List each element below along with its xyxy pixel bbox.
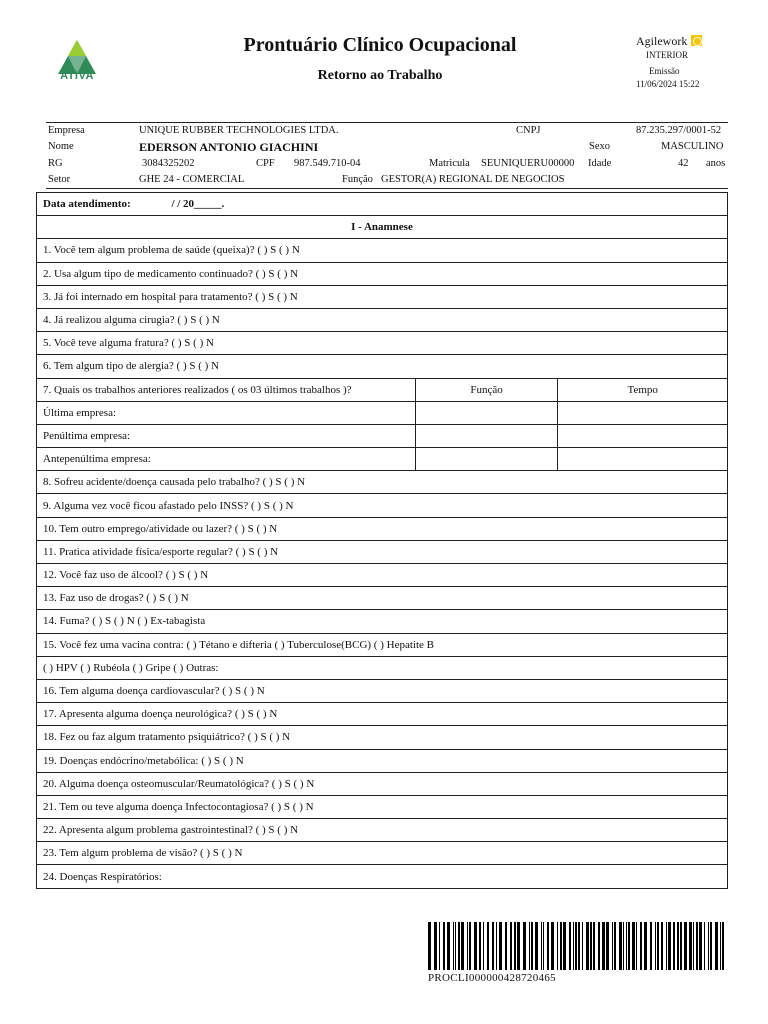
q7-ultima-empresa[interactable]: Última empresa: bbox=[37, 401, 416, 424]
question-8[interactable]: 8. Sofreu acidente/doença causada pelo trabalho? ( ) S ( ) N bbox=[37, 471, 728, 494]
question-21[interactable]: 21. Tem ou teve alguma doença Infectocontagiosa? ( ) S ( ) N bbox=[37, 795, 728, 818]
q7-penultima-empresa[interactable]: Penúltima empresa: bbox=[37, 424, 416, 447]
setor-value: GHE 24 - COMERCIAL bbox=[139, 174, 245, 185]
logo-text: ATIVA bbox=[60, 70, 94, 82]
barcode-bar bbox=[529, 922, 530, 970]
table-row bbox=[37, 679, 728, 702]
q7-antepenultima-funcao-field[interactable] bbox=[415, 448, 558, 471]
emission-label: Emissão bbox=[649, 66, 680, 76]
barcode-bar bbox=[496, 922, 497, 970]
barcode-bar bbox=[668, 922, 671, 970]
barcode-bar bbox=[606, 922, 609, 970]
barcode-bar bbox=[619, 922, 622, 970]
barcode-bar bbox=[573, 922, 574, 970]
barcode-bar bbox=[505, 922, 507, 970]
barcode-bar bbox=[453, 922, 454, 970]
barcode-bar bbox=[715, 922, 718, 970]
barcode-number: PROCLI000000428720465 bbox=[428, 972, 556, 984]
question-6[interactable]: 6. Tem algum tipo de alergia? ( ) S ( ) N bbox=[37, 355, 728, 378]
question-4[interactable]: 4. Já realizou alguma cirugia? ( ) S ( ) N bbox=[37, 308, 728, 331]
table-row bbox=[37, 564, 728, 587]
table-row bbox=[37, 865, 728, 888]
rg-value: 3084325202 bbox=[142, 158, 195, 169]
barcode-bar bbox=[557, 922, 558, 970]
barcode-bar bbox=[492, 922, 494, 970]
question-2[interactable]: 2. Usa algum tipo de medicamento continuado? ( ) S ( ) N bbox=[37, 262, 728, 285]
brand-logo-icon bbox=[691, 35, 702, 46]
barcode-bar bbox=[461, 922, 464, 970]
table-row bbox=[37, 633, 728, 656]
anamnese-form-table bbox=[36, 192, 728, 889]
question-13[interactable]: 13. Faz uso de drogas? ( ) S ( ) N bbox=[37, 587, 728, 610]
anos-label: anos bbox=[706, 158, 726, 169]
barcode-bar bbox=[623, 922, 624, 970]
barcode-bar bbox=[628, 922, 630, 970]
table-row bbox=[37, 308, 728, 331]
nome-label: Nome bbox=[48, 141, 74, 152]
table-row bbox=[37, 262, 728, 285]
barcode-bar bbox=[547, 922, 549, 970]
q7-antepenultima-empresa[interactable]: Antepenúltima empresa: bbox=[37, 448, 416, 471]
question-9[interactable]: 9. Alguma vez você ficou afastado pelo INSS? ( ) S ( ) N bbox=[37, 494, 728, 517]
barcode-bar bbox=[704, 922, 705, 970]
barcode-bar bbox=[612, 922, 613, 970]
barcode-bar bbox=[434, 922, 437, 970]
data-atendimento-value: / / 20_____. bbox=[171, 198, 225, 211]
barcode-bar bbox=[644, 922, 647, 970]
document-title: Prontuário Clínico Ocupacional bbox=[243, 34, 517, 56]
q7-ultima-tempo-field[interactable] bbox=[558, 401, 728, 424]
barcode-bar bbox=[677, 922, 679, 970]
barcode-bar bbox=[467, 922, 468, 970]
barcode-bar bbox=[487, 922, 489, 970]
q7-tempo-header: Tempo bbox=[558, 378, 728, 401]
table-row bbox=[37, 378, 728, 401]
table-row bbox=[37, 610, 728, 633]
cnpj-label: CNPJ bbox=[516, 125, 541, 136]
barcode-bar bbox=[458, 922, 460, 970]
barcode-bar bbox=[514, 922, 516, 970]
table-row bbox=[37, 749, 728, 772]
table-row bbox=[37, 795, 728, 818]
barcode-bar bbox=[499, 922, 502, 970]
barcode-bar bbox=[455, 922, 456, 970]
barcode-bar bbox=[569, 922, 571, 970]
empresa-value: UNIQUE RUBBER TECHNOLOGIES LTDA. bbox=[139, 125, 339, 136]
question-22[interactable]: 22. Apresenta algum problema gastrointestinal? ( ) S ( ) N bbox=[37, 819, 728, 842]
info-top-rule bbox=[46, 122, 728, 123]
question-10[interactable]: 10. Tem outro emprego/atividade ou lazer? ( ) S ( ) N bbox=[37, 517, 728, 540]
question-15[interactable]: 15. Você fez uma vacina contra: ( ) Tétano e difteria ( ) Tuberculose(BCG) ( ) Hepatite B bbox=[37, 633, 728, 656]
barcode-bar bbox=[590, 922, 592, 970]
rg-label: RG bbox=[48, 158, 63, 169]
barcode-bar bbox=[428, 922, 431, 970]
cnpj-value: 87.235.297/0001-52 bbox=[636, 125, 722, 136]
barcode-bar bbox=[710, 922, 712, 970]
sexo-label: Sexo bbox=[589, 141, 610, 152]
barcode-bar bbox=[632, 922, 635, 970]
table-row bbox=[37, 216, 728, 239]
question-1[interactable]: 1. Você tem algum problema de saúde (queixa)? ( ) S ( ) N bbox=[37, 239, 728, 262]
barcode-bar bbox=[680, 922, 682, 970]
section-title: I - Anamnese bbox=[37, 216, 728, 239]
nome-value: EDERSON ANTONIO GIACHINI bbox=[139, 140, 319, 154]
barcode-bar bbox=[474, 922, 477, 970]
table-row bbox=[37, 332, 728, 355]
barcode-bar bbox=[479, 922, 481, 970]
barcode bbox=[428, 922, 728, 970]
matricula-label: Matricula bbox=[429, 158, 470, 169]
question-20[interactable]: 20. Alguma doença osteomuscular/Reumatológica? ( ) S ( ) N bbox=[37, 772, 728, 795]
barcode-bar bbox=[673, 922, 675, 970]
table-row bbox=[37, 239, 728, 262]
table-row bbox=[37, 842, 728, 865]
barcode-bar bbox=[535, 922, 538, 970]
question-11[interactable]: 11. Pratica atividade física/esporte regular? ( ) S ( ) N bbox=[37, 540, 728, 563]
cpf-value: 987.549.710-04 bbox=[294, 158, 361, 169]
funcao-value: GESTOR(A) REGIONAL DE NEGOCIOS bbox=[381, 174, 565, 185]
question-16[interactable]: 16. Tem alguma doença cardiovascular? ( ) S ( ) N bbox=[37, 679, 728, 702]
q7-penultima-funcao-field[interactable] bbox=[415, 424, 558, 447]
barcode-bar bbox=[551, 922, 554, 970]
q7-funcao-header: Função bbox=[415, 378, 558, 401]
cpf-label: CPF bbox=[256, 158, 275, 169]
barcode-bar bbox=[598, 922, 600, 970]
question-15-continued[interactable]: ( ) HPV ( ) Rubéola ( ) Gripe ( ) Outras: bbox=[37, 656, 728, 679]
question-19[interactable]: 19. Doenças endócrino/metabólica: ( ) S ( ) N bbox=[37, 749, 728, 772]
barcode-bar bbox=[578, 922, 580, 970]
barcode-bar bbox=[657, 922, 659, 970]
barcode-bar bbox=[661, 922, 663, 970]
table-row bbox=[37, 448, 728, 471]
barcode-bar bbox=[563, 922, 566, 970]
question-18[interactable]: 18. Fez ou faz algum tratamento psiquiátrico? ( ) S ( ) N bbox=[37, 726, 728, 749]
table-row bbox=[37, 587, 728, 610]
barcode-bar bbox=[614, 922, 616, 970]
table-row bbox=[37, 726, 728, 749]
barcode-bar bbox=[720, 922, 721, 970]
table-row bbox=[37, 517, 728, 540]
table-row bbox=[37, 355, 728, 378]
brand-name bbox=[636, 34, 702, 49]
barcode-bar bbox=[541, 922, 542, 970]
barcode-bar bbox=[582, 922, 583, 970]
barcode-bar bbox=[666, 922, 667, 970]
question-14[interactable]: 14. Fuma? ( ) S ( ) N ( ) Ex-tabagista bbox=[37, 610, 728, 633]
data-atendimento-label: Data atendimento: bbox=[43, 198, 131, 211]
barcode-bar bbox=[523, 922, 526, 970]
question-5[interactable]: 5. Você teve alguma fratura? ( ) S ( ) N bbox=[37, 332, 728, 355]
barcode-bar bbox=[483, 922, 484, 970]
barcode-bar bbox=[699, 922, 702, 970]
barcode-bar bbox=[708, 922, 709, 970]
table-row bbox=[37, 193, 728, 216]
table-row bbox=[37, 819, 728, 842]
table-row bbox=[37, 703, 728, 726]
barcode-bar bbox=[510, 922, 512, 970]
barcode-bar bbox=[636, 922, 637, 970]
barcode-bar bbox=[447, 922, 450, 970]
funcao-label: Função bbox=[342, 174, 373, 185]
table-row bbox=[37, 471, 728, 494]
info-bottom-rule bbox=[46, 188, 728, 189]
sexo-value: MASCULINO bbox=[661, 141, 724, 152]
barcode-bar bbox=[531, 922, 533, 970]
setor-label: Setor bbox=[48, 174, 71, 185]
emission-date: 11/06/2024 15:22 bbox=[636, 79, 700, 89]
q7-penultima-tempo-field[interactable] bbox=[558, 424, 728, 447]
table-row bbox=[37, 656, 728, 679]
question-3[interactable]: 3. Já foi internado em hospital para tratamento? ( ) S ( ) N bbox=[37, 285, 728, 308]
table-row bbox=[37, 494, 728, 517]
barcode-bar bbox=[575, 922, 577, 970]
barcode-bar bbox=[650, 922, 652, 970]
question-12[interactable]: 12. Você faz uso de álcool? ( ) S ( ) N bbox=[37, 564, 728, 587]
barcode-bar bbox=[722, 922, 724, 970]
barcode-bar bbox=[689, 922, 692, 970]
barcode-bar bbox=[684, 922, 687, 970]
empresa-label: Empresa bbox=[48, 125, 85, 136]
barcode-bar bbox=[696, 922, 698, 970]
table-row bbox=[37, 401, 728, 424]
barcode-bar bbox=[517, 922, 520, 970]
q7-antepenultima-tempo-field[interactable] bbox=[558, 448, 728, 471]
barcode-bar bbox=[543, 922, 544, 970]
barcode-bar bbox=[439, 922, 440, 970]
document-subtitle: Retorno ao Trabalho bbox=[317, 68, 443, 83]
barcode-bar bbox=[602, 922, 605, 970]
barcode-bar bbox=[640, 922, 642, 970]
barcode-bar bbox=[655, 922, 656, 970]
table-row bbox=[37, 285, 728, 308]
brand-subtitle: INTERIOR bbox=[646, 50, 688, 60]
idade-value: 42 bbox=[678, 158, 689, 169]
barcode-bar bbox=[626, 922, 627, 970]
q7-ultima-funcao-field[interactable] bbox=[415, 401, 558, 424]
barcode-bar bbox=[593, 922, 595, 970]
brand-label: Agilework bbox=[636, 34, 688, 48]
idade-label: Idade bbox=[588, 158, 612, 169]
matricula-value: SEUNIQUERU00000 bbox=[481, 158, 575, 169]
barcode-bar bbox=[586, 922, 589, 970]
question-17[interactable]: 17. Apresenta alguma doença neurológica? ( ) S ( ) N bbox=[37, 703, 728, 726]
table-row bbox=[37, 424, 728, 447]
question-7: 7. Quais os trabalhos anteriores realizados ( os 03 últimos trabalhos )? bbox=[37, 378, 416, 401]
barcode-bar bbox=[443, 922, 445, 970]
barcode-bar bbox=[469, 922, 471, 970]
question-23[interactable]: 23. Tem algum problema de visão? ( ) S ( ) N bbox=[37, 842, 728, 865]
table-row bbox=[37, 772, 728, 795]
table-row bbox=[37, 540, 728, 563]
data-atendimento-cell[interactable] bbox=[37, 193, 728, 216]
question-24[interactable]: 24. Doenças Respiratórios: bbox=[37, 865, 728, 888]
barcode-bar bbox=[560, 922, 562, 970]
barcode-bar bbox=[693, 922, 694, 970]
